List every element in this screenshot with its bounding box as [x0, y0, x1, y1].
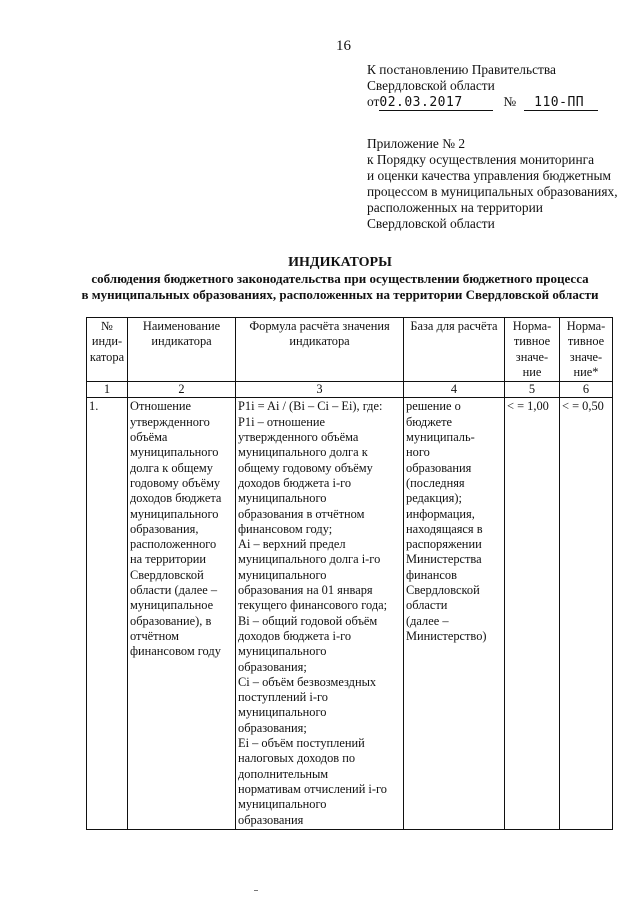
column-number: 4	[404, 382, 505, 398]
header-text: значе-	[569, 349, 603, 364]
calculation-base-line: редакция);	[406, 491, 462, 506]
header-text: тивное	[567, 334, 605, 349]
formula-line: поступлений i-го	[238, 690, 328, 705]
header-text: №	[101, 319, 113, 333]
formula-line: муниципального	[238, 705, 327, 720]
formula-line: образования;	[238, 659, 307, 674]
scan-mark	[254, 890, 258, 891]
formula-line: общему годовому объёму	[238, 460, 373, 475]
header-formula	[236, 318, 404, 382]
formula-line: муниципального	[238, 644, 327, 659]
header-indicator-name	[128, 318, 236, 382]
formula-line: утвержденного объёма	[238, 430, 359, 445]
formula-line: текущего финансового года;	[238, 598, 388, 613]
date-prefix: от	[367, 94, 380, 109]
formula-line: финансовом году;	[238, 521, 333, 536]
appendix-line: Приложение № 2	[367, 136, 466, 151]
calculation-base-line: Министерства	[406, 552, 482, 567]
calculation-base-line: образования	[406, 460, 472, 475]
formula-line: Ei – объём поступлений	[238, 736, 365, 751]
appendix-reference	[367, 136, 618, 232]
header-text: индикатора	[289, 334, 350, 349]
normative-value-star-cell: < = 0,50	[560, 398, 613, 829]
column-number: 2	[128, 382, 236, 398]
indicator-name-line: на территории	[130, 552, 207, 567]
column-number: 3	[236, 382, 404, 398]
header-number	[87, 318, 128, 382]
formula-line: образования;	[238, 720, 307, 735]
indicator-name-line: Свердловской	[130, 567, 204, 582]
indicator-name-line: годовому объёму	[130, 475, 221, 490]
indicator-name-line: образование), в	[130, 613, 212, 628]
calculation-base-line: Свердловской	[406, 583, 480, 598]
header-text: Норма-	[566, 319, 606, 333]
calculation-base-line: информация,	[406, 506, 475, 521]
calculation-base-line: (последняя	[406, 475, 465, 490]
header-text: ние*	[573, 364, 599, 379]
calculation-base-line: финансов	[406, 567, 457, 582]
indicator-name-line: доходов бюджета	[130, 491, 222, 506]
indicator-name-line: области (далее –	[130, 583, 218, 598]
formula-line: доходов бюджета i-го	[238, 475, 352, 490]
appendix-line: Свердловской области	[367, 216, 495, 231]
indicator-name-line: муниципального	[130, 506, 219, 521]
header-normative-value-star	[560, 318, 613, 382]
formula-line: муниципального	[238, 797, 327, 812]
table-row	[87, 398, 613, 829]
indicator-name-cell	[128, 398, 236, 829]
formula-line: Bi – общий годовой объём	[238, 613, 378, 628]
column-number: 1	[87, 382, 128, 398]
indicator-name-line: долга к общему	[130, 460, 213, 475]
indicator-name-line: финансовом году	[130, 644, 221, 659]
formula-line: муниципального	[238, 567, 327, 582]
calculation-base-line: решение о	[406, 399, 461, 414]
header-text: Наименование	[142, 319, 221, 333]
resolution-date-line	[367, 94, 598, 111]
indicator-name-line: объёма	[130, 430, 168, 445]
indicator-name-line: образования,	[130, 521, 199, 536]
header-text: База для расчёта	[410, 319, 498, 333]
resolution-line-1: К постановлению Правительства	[367, 62, 556, 77]
calculation-base-line: находящаяся в	[406, 521, 483, 536]
normative-value-cell: < = 1,00	[505, 398, 560, 829]
appendix-line: и оценки качества управления бюджетным	[367, 168, 612, 183]
formula-line: Ci – объём безвозмездных	[238, 674, 377, 689]
formula-line: налоговых доходов по	[238, 751, 356, 766]
formula-line: образования в отчётном	[238, 506, 365, 521]
header-text: индикатора	[151, 334, 212, 349]
formula-line: муниципального долга к	[238, 445, 368, 460]
calculation-base-line: бюджете	[406, 414, 453, 429]
calculation-base-line: распоряжении	[406, 537, 482, 552]
formula-line: Ai – верхний предел	[238, 537, 346, 552]
column-number: 5	[505, 382, 560, 398]
indicator-name-line: муниципальное	[130, 598, 214, 613]
header-normative-value	[505, 318, 560, 382]
resolution-number: 110-ПП	[524, 96, 598, 111]
indicator-name-line: расположенного	[130, 537, 217, 552]
column-number-row	[87, 382, 613, 398]
appendix-line: процессом в муниципальных образованиях,	[367, 184, 618, 199]
header-text: Норма-	[512, 319, 552, 333]
appendix-line: к Порядку осуществления мониторинга	[367, 152, 595, 167]
formula-line: образования на 01 января	[238, 583, 373, 598]
calculation-base-line: области	[406, 598, 448, 613]
document-title	[40, 255, 640, 303]
formula-line: муниципального долга i-го	[238, 552, 381, 567]
title-main: ИНДИКАТОРЫ	[288, 255, 392, 270]
header-text: ние	[522, 364, 542, 379]
indicator-name-line: Отношение	[130, 399, 191, 414]
resolution-line-2: Свердловской области	[367, 78, 495, 93]
row-number: 1.	[87, 398, 128, 829]
indicator-name-line: утвержденного	[130, 414, 210, 429]
title-subtitle-1: соблюдения бюджетного законодательства при осуществлении бюджетного процесса	[91, 271, 589, 286]
header-text: катора	[89, 349, 125, 364]
formula-line: нормативам отчислений i-го	[238, 781, 387, 796]
calculation-base-line: ного	[406, 445, 430, 460]
column-number: 6	[560, 382, 613, 398]
calculation-base-line: муниципаль-	[406, 430, 475, 445]
indicator-name-line: отчётном	[130, 628, 180, 643]
formula-line: дополнительным	[238, 766, 329, 781]
header-text: тивное	[513, 334, 551, 349]
formula-line: муниципального	[238, 491, 327, 506]
formula-cell	[236, 398, 404, 829]
indicators-table	[86, 317, 613, 830]
header-text: значе-	[515, 349, 549, 364]
resolution-reference	[367, 62, 598, 111]
calculation-base-line: (далее –	[406, 613, 449, 628]
calculation-base-cell	[404, 398, 505, 829]
formula-line: образования	[238, 812, 304, 827]
formula-line: P1i = Ai / (Bi – Ci – Ei), где:	[238, 399, 383, 414]
header-text: инди-	[91, 334, 123, 349]
formula-line: доходов бюджета i-го	[238, 628, 352, 643]
header-text: Формула расчёта значения	[249, 319, 390, 333]
resolution-date: 02.03.2017	[379, 96, 493, 111]
number-label: №	[503, 94, 517, 109]
indicator-name-line: муниципального	[130, 445, 219, 460]
formula-line: P1i – отношение	[238, 414, 325, 429]
table-header-row	[87, 318, 613, 382]
page-number: 16	[336, 38, 351, 54]
appendix-line: расположенных на территории	[367, 200, 543, 215]
title-subtitle-2: в муниципальных образованиях, расположенных на территории Свердловской области	[81, 287, 599, 302]
header-calculation-base	[404, 318, 505, 382]
calculation-base-line: Министерство)	[406, 628, 487, 643]
